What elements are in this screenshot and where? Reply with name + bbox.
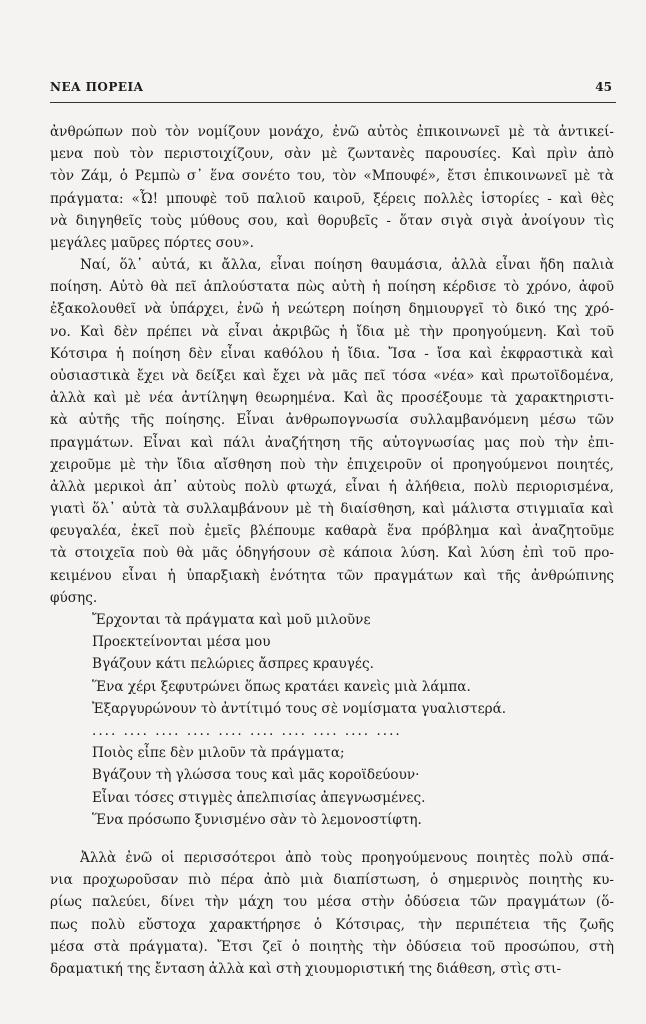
text-line: ἀνθρώπων ποὺ τὸν νομίζουν μονάχο, ἐνῶ αὐτὸς ἐπικοινωνεῖ μὲ τὰ ἀντικεί- [50, 124, 614, 140]
poem-line: Ἐξαργυρώνουν τὸ ἀντίτιμό τους σὲ νομίσματα γυαλιστερά. [92, 700, 507, 717]
text-line: πραγμάτων. Εἶναι καὶ πάλι ἀναζήτηση τῆς αὐτογνωσίας μας ποὺ τὴν ἐπι- [50, 434, 614, 451]
text-line: Ἀλλὰ ἐνῶ οἱ περισσότεροι ἀπὸ τοὺς προηγούμενους ποιητὲς πολὺ σπά- [80, 850, 614, 866]
poem-line: Βγάζουν τὴ γλώσσα τους καὶ μᾶς κοροϊδεύουν· [92, 767, 420, 784]
poem-line: .... .... .... .... .... .... .... .... .... .... [92, 722, 402, 739]
text-line: Κότσιρα ἡ ποίηση δὲν εἶναι καθόλου ἡ ἴδια. Ἴσα - ἴσα καὶ ἐκφραστικὰ καὶ [50, 345, 614, 362]
page-number: 45 [595, 80, 612, 94]
poem-line: Ἔρχονται τὰ πράγματα καὶ μοῦ μιλοῦνε [92, 612, 371, 628]
text-line: ἀλλὰ μερικοὶ ἀπ᾿ αὐτοὺς πολὺ φτωχά, εἶναι ἡ ἀλήθεια, πολὺ περιορισμένα, [50, 478, 614, 495]
text-line: νια προχωροῦσαν πιὸ πέρα ἀπὸ μιὰ διαπίστωση, ὁ σημερινὸς ποιητὴς κυ- [50, 872, 614, 889]
poem-line: Εἶναι τόσες στιγμὲς ἀπελπισίας ἀπεγνωσμένες. [92, 789, 426, 806]
text-line: φύσης. [50, 589, 98, 606]
text-line: κὰ αὐτῆς τῆς ποίησης. Εἶναι ἀνθρωπογνωσία συλλαμβανόμενη μέσω τῶν [50, 412, 614, 429]
text-line: οὐσιαστικὰ ἔχει νὰ δείξει καὶ ἔχει νὰ μᾶς πεῖ τόσα «νέα» καὶ πρωτοϊδομένα, [50, 367, 614, 384]
text-line: μενα ποὺ τὸν περιστοιχίζουν, σὰν μὲ ζωντανὲς παρουσίες. Καὶ πρὶν ἀπὸ [50, 146, 614, 163]
running-title: ΝΕΑ ΠΟΡΕΙΑ [50, 80, 144, 94]
text-line: κειμένου εἶναι ἡ ὑπαρξιακὴ ἑνότητα τῶν πραγμάτων καὶ τῆς ἀνθρώπινης [50, 567, 614, 584]
text-line: γιατὶ ὅλ᾿ αὐτὰ τὰ συλλαμβάνουν μὲ τὴ διαίσθηση, καὶ μάλιστα στιγμιαῖα καὶ [50, 501, 614, 518]
text-line: πράγματα: «Ὦ! μπουφὲ τοῦ παλιοῦ καιροῦ, ξέρεις πολλὲς ἱστορίες - καὶ θὲς [50, 190, 614, 207]
text-line: ἐξακολουθεῖ νὰ ὑπάρχει, ἐνῶ ἡ νεώτερη ποίηση δημιουργεῖ τὸ δικό της χρό- [50, 301, 614, 318]
text-line: μέσα στὰ πράγματα). Ἔτσι ζεῖ ὁ ποιητὴς τὴν ὀδύσεια τοῦ προσώπου, στὴ [50, 938, 614, 955]
poem-quote [92, 609, 572, 831]
text-line: χειροῦμε μὲ τὴν ἴδια αἴσθηση ποὺ τὴν ἐπιχειροῦν οἱ προηγούμενοι ποιητές, [50, 456, 614, 473]
poem-line: Ποιὸς εἶπε δὲν μιλοῦν τὰ πράγματα; [92, 745, 345, 762]
text-line: τὰ στοιχεῖα ποὺ θὰ μᾶς ὁδηγήσουν σὲ κάποια λύση. Καὶ λύση ἐπὶ τοῦ προ- [50, 545, 614, 562]
text-line: δραματική της ἔνταση ἀλλὰ καὶ στὴ χιουμοριστική της διάθεση, στὶς στι- [50, 960, 562, 977]
text-line: ρίως παλεύει, δίνει τὴν μάχη του μέσα στὴν ὀδύσεια τῶν πραγμάτων (ὅ- [50, 894, 614, 911]
poem-line: Ἕνα χέρι ξεφυτρώνει ὅπως κρατάει κανεὶς μιὰ λάμπα. [92, 678, 471, 695]
text-line: πως πολὺ εὔστοχα χαρακτήρησε ὁ Κότσιρας, τὴν περιπέτεια τῆς ζωῆς [50, 916, 614, 933]
text-line: μεγάλες μαῦρες πόρτες σου». [50, 234, 254, 251]
poem-line: Βγάζουν κάτι πελώριες ἄσπρες κραυγές. [92, 656, 374, 673]
text-line: νὰ διηγηθεῖς τοὺς μύθους σου, καὶ θορυβεῖς - ὅταν σιγὰ σιγὰ ἀνοίγουν τὶς [50, 212, 614, 229]
poem-line: Ἕνα πρόσωπο ξυνισμένο σὰν τὸ λεμονοστίφτη. [92, 811, 422, 828]
text-line: Ναί, ὅλ᾿ αὐτά, κι ἄλλα, εἶναι ποίηση θαυμάσια, ἀλλὰ εἶναι ἤδη παλιὰ [80, 257, 614, 273]
text-line: τὸν Ζάμ, ὁ Ρεμπὼ σ᾿ ἕνα σονέτο του, τὸν «Μπουφέ», ἔτσι ἐπικοινωνεῖ μὲ τὰ [50, 168, 614, 185]
text-line: ἀλλὰ καὶ μὲ νέα ἀντίληψη θεωρημένα. Καὶ ἂς προσέξουμε τὰ χαρακτηριστι- [50, 390, 614, 407]
text-line: ποίηση. Αὐτὸ θὰ πεῖ ἁπλούστατα πὼς αὐτὴ ἡ ποίηση κέρδισε τὸ χρόνο, ἀφοῦ [50, 279, 614, 296]
paragraph-1 [50, 121, 614, 254]
paragraph-2 [50, 254, 614, 609]
text-line: φευγαλέα, ἐκεῖ ποὺ ἐμεῖς βλέπουμε καθαρὰ ἕνα πρόβλημα καὶ ἀναζητοῦμε [50, 523, 614, 540]
header-rule [50, 102, 616, 103]
paragraph-3 [50, 847, 614, 980]
running-header [50, 80, 614, 100]
poem-line: Προεκτείνονται μέσα μου [92, 634, 271, 651]
text-line: νο. Καὶ δὲν πρέπει νὰ εἶναι ἀκριβῶς ἡ ἴδια μὲ τὴν προηγούμενη. Καὶ τοῦ [50, 323, 614, 340]
